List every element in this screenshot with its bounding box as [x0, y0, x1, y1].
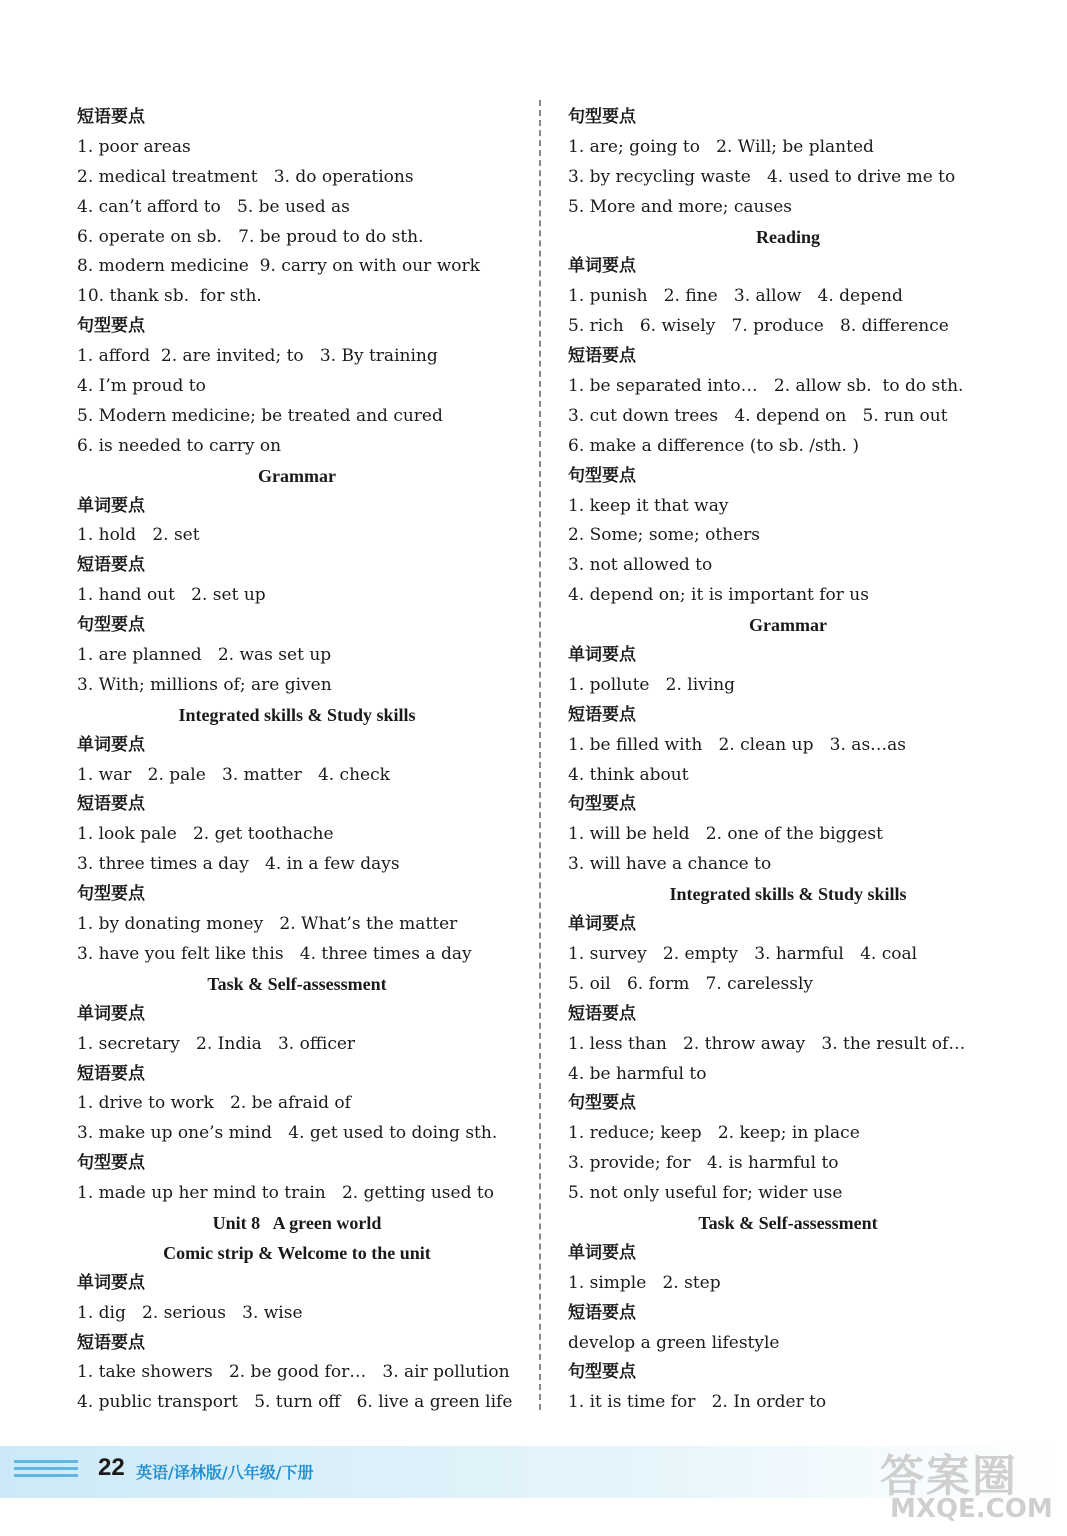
answer-line: 3. provide; for 4. is harmful to [568, 1153, 839, 1174]
answer-line: 3. make up one’s mind 4. get used to doing sth. [77, 1123, 498, 1144]
section-heading: 句型要点 [568, 794, 636, 815]
answer-line: 3. With; millions of; are given [77, 674, 332, 695]
answer-line: 4. depend on; it is important for us [568, 585, 869, 606]
section-heading: 短语要点 [77, 794, 145, 815]
section-heading: 句型要点 [568, 1362, 636, 1383]
answer-line: 1. less than 2. throw away 3. the result of… [568, 1033, 966, 1054]
subsection-title: Grammar [749, 615, 827, 636]
answer-line: 1. pollute 2. living [568, 674, 736, 695]
answer-line: 1. it is time for 2. In order to [568, 1392, 827, 1413]
watermark-url: MXQE.COM [890, 1494, 1053, 1524]
section-heading: 短语要点 [568, 346, 636, 367]
section-heading: 单词要点 [568, 914, 636, 935]
answer-line: 8. modern medicine 9. carry on with our work [77, 256, 480, 277]
subsection-title: Grammar [258, 465, 336, 486]
subsection-title: Unit 8 A green world [212, 1212, 382, 1233]
section-heading: 单词要点 [77, 1003, 145, 1024]
section-heading: 句型要点 [568, 465, 636, 486]
right-column [568, 103, 1008, 1418]
footer-stripes [14, 1460, 78, 1481]
column-divider [539, 100, 541, 1410]
answer-line: 5. More and more; causes [568, 196, 793, 217]
watermark-text: 答案圈 [880, 1451, 1018, 1502]
subsection-title: Task & Self-assessment [698, 1212, 878, 1233]
answer-line: 1. be separated into… 2. allow sb. to do sth. [568, 376, 964, 397]
answer-line: 5. rich 6. wisely 7. produce 8. difference [568, 316, 949, 337]
answer-line: 3. will have a chance to [568, 854, 772, 875]
answer-line: 10. thank sb. for sth. [77, 286, 262, 307]
answer-line: 5. Modern medicine; be treated and cured [77, 405, 443, 426]
answer-line: 1. hand out 2. set up [77, 585, 266, 606]
answer-line: develop a green lifestyle [568, 1332, 780, 1353]
answer-line: 5. not only useful for; wider use [568, 1183, 843, 1204]
answer-line: 1. secretary 2. India 3. officer [77, 1033, 356, 1054]
section-heading: 单词要点 [77, 734, 145, 755]
answer-line: 1. will be held 2. one of the biggest [568, 824, 883, 845]
answer-line: 6. operate on sb. 7. be proud to do sth. [77, 226, 424, 247]
section-heading: 短语要点 [77, 107, 145, 127]
answer-line: 3. by recycling waste 4. used to drive me to [568, 166, 956, 187]
section-heading: 短语要点 [568, 1302, 636, 1323]
answer-line: 3. cut down trees 4. depend on 5. run out [568, 405, 948, 426]
section-heading: 单词要点 [568, 1242, 636, 1263]
answer-line: 1. survey 2. empty 3. harmful 4. coal [568, 943, 918, 964]
section-heading: 句型要点 [77, 316, 145, 337]
section-heading: 句型要点 [77, 615, 145, 636]
section-heading: 短语要点 [568, 1003, 636, 1024]
answer-line: 4. think about [568, 764, 689, 785]
section-heading: 单词要点 [568, 256, 636, 277]
answer-line: 1. war 2. pale 3. matter 4. check [77, 764, 390, 785]
answer-line: 1. hold 2. set [77, 525, 200, 546]
answer-line: 4. public transport 5. turn off 6. live a green life [77, 1392, 513, 1413]
answer-line: 4. I’m proud to [77, 376, 206, 397]
answer-line: 3. not allowed to [568, 555, 713, 576]
answer-line: 1. are; going to 2. Will; be planted [568, 136, 874, 157]
section-heading: 句型要点 [568, 107, 636, 127]
answer-line: 6. is needed to carry on [77, 435, 282, 456]
answer-line: 6. make a difference (to sb. /sth. ) [568, 435, 859, 456]
answer-line: 5. oil 6. form 7. carelessly [568, 973, 814, 994]
subsection-title: Integrated skills & Study skills [669, 884, 907, 905]
answer-line: 1. poor areas [77, 136, 191, 157]
subsection-title: Task & Self-assessment [207, 973, 387, 994]
section-heading: 句型要点 [77, 1153, 145, 1174]
watermark-logo [880, 1440, 1060, 1530]
answer-line: 2. Some; some; others [568, 525, 761, 546]
answer-line: 1. reduce; keep 2. keep; in place [568, 1123, 860, 1144]
subsection-title: Integrated skills & Study skills [178, 704, 416, 725]
answer-line: 4. can’t afford to 5. be used as [77, 196, 350, 217]
section-heading: 单词要点 [77, 1272, 145, 1293]
book-info: 英语/译林版/八年级/下册 [136, 1463, 314, 1482]
answer-line: 1. made up her mind to train 2. getting used to [77, 1183, 494, 1204]
answer-line: 4. be harmful to [568, 1063, 707, 1084]
answer-line: 1. keep it that way [568, 495, 729, 516]
section-heading: 单词要点 [568, 645, 636, 666]
section-heading: 短语要点 [77, 555, 145, 576]
section-heading: 句型要点 [77, 884, 145, 905]
section-heading: 短语要点 [77, 1063, 145, 1084]
subsection-title: Comic strip & Welcome to the unit [163, 1242, 431, 1263]
answer-line: 1. take showers 2. be good for… 3. air pollution [77, 1362, 510, 1383]
answer-line: 1. afford 2. are invited; to 3. By training [77, 346, 438, 367]
answer-line: 3. have you felt like this 4. three times a day [77, 943, 472, 964]
answer-line: 1. be filled with 2. clean up 3. as…as [568, 734, 907, 755]
answer-line: 1. dig 2. serious 3. wise [77, 1302, 303, 1323]
section-heading: 单词要点 [77, 495, 145, 516]
answer-line: 3. three times a day 4. in a few days [77, 854, 400, 875]
answer-line: 1. punish 2. fine 3. allow 4. depend [568, 286, 903, 307]
answer-line: 1. by donating money 2. What’s the matter [77, 914, 458, 935]
subsection-title: Reading [755, 226, 820, 247]
answer-line: 1. simple 2. step [568, 1272, 721, 1293]
section-heading: 句型要点 [568, 1093, 636, 1114]
answer-line: 1. look pale 2. get toothache [77, 824, 334, 845]
section-heading: 短语要点 [568, 704, 636, 725]
answer-line: 2. medical treatment 3. do operations [77, 166, 414, 187]
page-number: 22 [98, 1454, 125, 1481]
answer-line: 1. are planned 2. was set up [77, 645, 332, 666]
section-heading: 短语要点 [77, 1332, 145, 1353]
answer-line: 1. drive to work 2. be afraid of [77, 1093, 351, 1114]
left-column [77, 103, 517, 1418]
